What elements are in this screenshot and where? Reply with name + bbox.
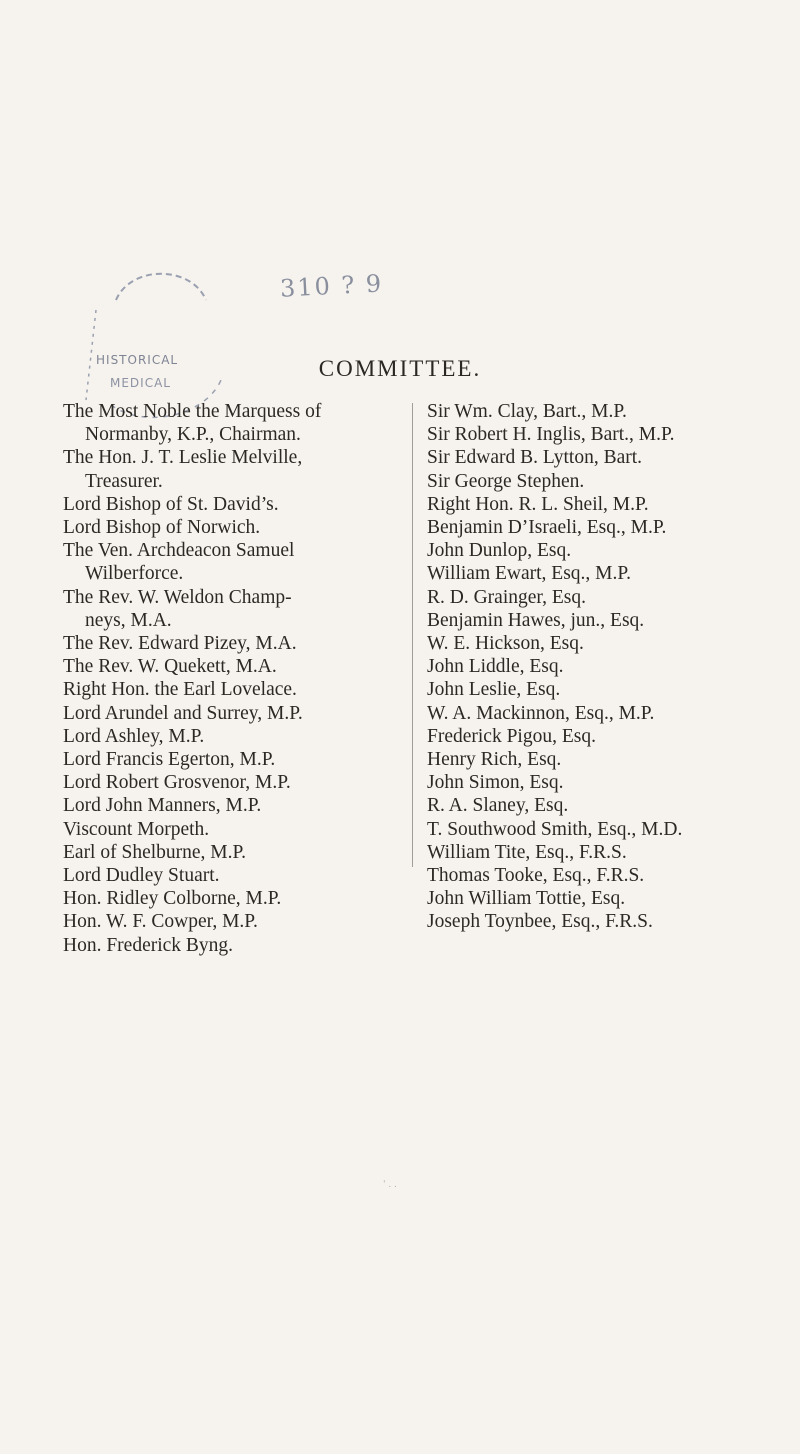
- committee-member-right: William Ewart, Esq., M.P.: [427, 563, 631, 585]
- committee-member-left: Lord Bishop of St. David’s.: [63, 493, 279, 515]
- committee-member-right: William Tite, Esq., F.R.S.: [427, 841, 627, 863]
- committee-member-left: The Rev. Edward Pizey, M.A.: [63, 633, 297, 655]
- committee-member-right: Sir George Stephen.: [427, 470, 585, 492]
- committee-member-right: John William Tottie, Esq.: [427, 888, 626, 910]
- column-divider: [412, 403, 413, 867]
- committee-member-right: Right Hon. R. L. Sheil, M.P.: [427, 493, 649, 515]
- committee-member-left: Lord Arundel and Surrey, M.P.: [63, 702, 303, 724]
- committee-member-left: The Most Noble the Marquess of: [63, 401, 322, 422]
- committee-member-left: Viscount Morpeth.: [63, 818, 210, 840]
- committee-member-right: W. E. Hickson, Esq.: [427, 633, 584, 655]
- committee-member-right: Sir Robert H. Inglis, Bart., M.P.: [427, 424, 675, 446]
- committee-member-right: W. A. Mackinnon, Esq., M.P.: [427, 702, 655, 724]
- ink-speck: ' . .: [383, 1180, 397, 1190]
- committee-member-left: The Rev. W. Quekett, M.A.: [63, 656, 277, 678]
- committee-member-right: R. D. Grainger, Esq.: [427, 586, 586, 608]
- committee-member-right: Thomas Tooke, Esq., F.R.S.: [427, 865, 645, 887]
- committee-member-left: Normanby, K.P., Chairman.: [85, 424, 301, 446]
- committee-member-right: John Liddle, Esq.: [427, 656, 564, 678]
- library-stamp: [76, 230, 236, 420]
- committee-member-right: John Simon, Esq.: [427, 772, 564, 794]
- committee-member-left: The Rev. W. Weldon Champ-: [63, 586, 292, 608]
- committee-member-right: Benjamin Hawes, jun., Esq.: [427, 609, 645, 631]
- committee-member-left: Hon. Frederick Byng.: [63, 934, 234, 956]
- committee-member-right: Benjamin D’Israeli, Esq., M.P.: [427, 517, 667, 539]
- committee-member-left: Lord John Manners, M.P.: [63, 795, 262, 817]
- committee-member-left: Lord Dudley Stuart.: [63, 865, 220, 887]
- committee-member-right: Henry Rich, Esq.: [427, 749, 562, 771]
- committee-list-right: [427, 400, 787, 934]
- committee-member-right: T. Southwood Smith, Esq., M.D.: [427, 818, 683, 840]
- handwritten-shelfmark: 310 ? 9: [279, 269, 384, 303]
- stamp-graphic: [76, 230, 236, 420]
- committee-member-left: Lord Ashley, M.P.: [63, 725, 205, 747]
- committee-member-left: Right Hon. the Earl Lovelace.: [63, 679, 297, 701]
- stamp-text-line2: MEDICAL: [110, 376, 171, 390]
- committee-member-right: Joseph Toynbee, Esq., F.R.S.: [427, 911, 653, 933]
- committee-member-left: The Hon. J. T. Leslie Melville,: [63, 447, 303, 469]
- committee-member-left: Lord Bishop of Norwich.: [63, 517, 261, 539]
- committee-member-left: Lord Francis Egerton, M.P.: [63, 749, 276, 771]
- committee-member-left: Hon. Ridley Colborne, M.P.: [63, 888, 282, 910]
- committee-member-right: Sir Wm. Clay, Bart., M.P.: [427, 401, 627, 422]
- committee-member-left: Earl of Shelburne, M.P.: [63, 841, 247, 863]
- committee-member-left: The Ven. Archdeacon Samuel: [63, 540, 295, 562]
- committee-list-left: [63, 400, 403, 957]
- committee-member-left: neys, M.A.: [85, 609, 172, 631]
- committee-member-right: Sir Edward B. Lytton, Bart.: [427, 447, 643, 469]
- stamp-text-line1: HISTORICAL: [96, 353, 179, 367]
- committee-member-left: Treasurer.: [85, 470, 163, 492]
- committee-member-right: R. A. Slaney, Esq.: [427, 795, 569, 817]
- committee-member-left: Wilberforce.: [85, 563, 184, 585]
- page-title: COMMITTEE.: [318, 356, 482, 381]
- committee-member-right: Frederick Pigou, Esq.: [427, 725, 596, 747]
- committee-member-left: Lord Robert Grosvenor, M.P.: [63, 772, 291, 794]
- committee-member-right: John Leslie, Esq.: [427, 679, 561, 701]
- committee-member-left: Hon. W. F. Cowper, M.P.: [63, 911, 258, 933]
- committee-member-right: John Dunlop, Esq.: [427, 540, 572, 562]
